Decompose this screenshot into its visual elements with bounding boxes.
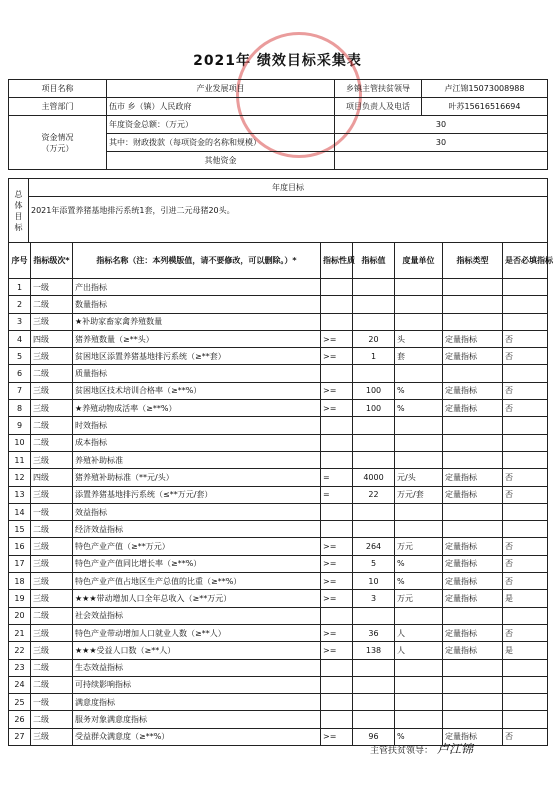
table-row [9,659,548,676]
cell-level: 二级 [31,521,73,538]
cell-name: 特色产业产值同比增长率（≥**%） [73,555,321,572]
cell-unit: % [395,728,443,745]
cell-unit: 套 [395,348,443,365]
cell-req: 否 [503,486,548,503]
cell-n: 3 [9,313,31,330]
cell-unit [395,417,443,434]
cell-type: 定量指标 [443,728,503,745]
cell-type [443,503,503,520]
cell-type: 定量指标 [443,555,503,572]
table-row [9,503,548,520]
cell-type: 定量指标 [443,469,503,486]
cell-n: 5 [9,348,31,365]
cell-req: 是 [503,590,548,607]
cell-name: 贫困地区添置养猪基地排污系统（≥**套） [73,348,321,365]
cell-value [353,434,395,451]
finance-value: 30 [335,134,548,152]
cell-nature: = [321,469,353,486]
cell-n: 20 [9,607,31,624]
cell-value: 3 [353,590,395,607]
cell-unit: 万元/套 [395,486,443,503]
cell-unit: 头 [395,330,443,347]
dept-label: 主管部门 [9,98,107,116]
cell-level: 二级 [31,676,73,693]
cell-unit [395,434,443,451]
cell-value: 5 [353,555,395,572]
cell-level: 一级 [31,694,73,711]
cell-req [503,451,548,468]
table-row [9,694,548,711]
cell-value: 138 [353,642,395,659]
cell-req [503,676,548,693]
cell-value [353,296,395,313]
cell-type: 定量指标 [443,348,503,365]
header-unit: 度量单位 [395,243,443,279]
cell-type: 定量指标 [443,642,503,659]
cell-req: 否 [503,573,548,590]
cell-type [443,607,503,624]
cell-req [503,503,548,520]
cell-name: 猪养殖补助标准（**元/头） [73,469,321,486]
cell-type: 定量指标 [443,330,503,347]
cell-type [443,313,503,330]
town-leader-label: 乡镇主管扶贫领导 [335,80,422,98]
table-row [9,538,548,555]
cell-nature [321,503,353,520]
cell-req [503,279,548,296]
cell-req: 否 [503,382,548,399]
cell-n: 25 [9,694,31,711]
cell-type: 定量指标 [443,382,503,399]
cell-level: 二级 [31,365,73,382]
cell-level: 三级 [31,382,73,399]
cell-unit [395,296,443,313]
town-leader-value: 卢江锦15073008988 [422,80,548,98]
table-row [9,469,548,486]
cell-unit: % [395,400,443,417]
cell-nature: >= [321,573,353,590]
cell-n: 17 [9,555,31,572]
cell-name: 社会效益指标 [73,607,321,624]
cell-unit [395,503,443,520]
cell-name: ★★★受益人口数（≥**人） [73,642,321,659]
cell-nature [321,676,353,693]
cell-value [353,607,395,624]
cell-type [443,279,503,296]
cell-req: 否 [503,538,548,555]
table-row [9,555,548,572]
cell-value: 4000 [353,469,395,486]
table-row [9,451,548,468]
cell-req: 否 [503,400,548,417]
cell-level: 三级 [31,348,73,365]
cell-type [443,711,503,728]
cell-name: 效益指标 [73,503,321,520]
table-row [9,590,548,607]
cell-name: ★★★带动增加人口全年总收入（≥**万元） [73,590,321,607]
cell-req [503,296,548,313]
other-value [335,152,548,170]
fund-label: 资金情况 （万元） [9,116,107,170]
cell-nature [321,313,353,330]
cell-name: 可持续影响指标 [73,676,321,693]
cell-level: 二级 [31,417,73,434]
cell-value [353,279,395,296]
goal-table [8,178,548,243]
cell-nature: >= [321,624,353,641]
cell-nature [321,451,353,468]
table-row [9,607,548,624]
cell-nature [321,521,353,538]
table-row [9,417,548,434]
cell-n: 7 [9,382,31,399]
cell-req: 否 [503,728,548,745]
cell-name: 猪养殖数量（≥**头） [73,330,321,347]
cell-value: 1 [353,348,395,365]
table-row [9,521,548,538]
cell-n: 9 [9,417,31,434]
cell-unit [395,711,443,728]
cell-value [353,313,395,330]
cell-name: 受益群众满意度（≥**%） [73,728,321,745]
cell-n: 21 [9,624,31,641]
cell-n: 27 [9,728,31,745]
cell-nature: >= [321,538,353,555]
cell-n: 18 [9,573,31,590]
cell-value: 36 [353,624,395,641]
cell-req [503,659,548,676]
header-type: 指标类型 [443,243,503,279]
cell-name: 质量指标 [73,365,321,382]
table-row [9,296,548,313]
cell-n: 15 [9,521,31,538]
cell-name: 特色产业产值（≥**万元） [73,538,321,555]
other-label: 其他资金 [107,152,335,170]
cell-type [443,417,503,434]
cell-n: 23 [9,659,31,676]
resp-label: 项目负责人及电话 [335,98,422,116]
cell-unit: 人 [395,642,443,659]
cell-level: 三级 [31,555,73,572]
cell-value [353,711,395,728]
cell-req [503,417,548,434]
annual-label: 年度资金总额：（万元） [107,116,335,134]
project-info-table [8,79,548,170]
year-goal-text: 2021年添置养猪基地排污系统1套，引进二元母猪20头。 [29,197,548,243]
cell-level: 二级 [31,659,73,676]
cell-nature: >= [321,728,353,745]
cell-level: 三级 [31,538,73,555]
cell-name: 时效指标 [73,417,321,434]
cell-nature: >= [321,348,353,365]
table-row [9,711,548,728]
cell-type: 定量指标 [443,590,503,607]
cell-unit: 万元 [395,590,443,607]
cell-value: 264 [353,538,395,555]
cell-value [353,503,395,520]
cell-unit [395,694,443,711]
cell-nature [321,365,353,382]
cell-level: 一级 [31,503,73,520]
signature-label: 主管扶贫领导： [370,746,434,756]
cell-nature: >= [321,382,353,399]
table-row [9,279,548,296]
cell-req [503,365,548,382]
cell-nature: >= [321,330,353,347]
cell-unit [395,659,443,676]
cell-type: 定量指标 [443,538,503,555]
signature-block [370,740,473,757]
cell-value: 20 [353,330,395,347]
table-row [9,313,548,330]
project-name-label: 项目名称 [9,80,107,98]
cell-name: 生态效益指标 [73,659,321,676]
cell-type [443,676,503,693]
cell-value: 100 [353,400,395,417]
cell-type [443,296,503,313]
cell-unit: % [395,555,443,572]
table-row [9,624,548,641]
cell-type [443,659,503,676]
cell-req: 否 [503,330,548,347]
cell-name: 贫困地区技术培训合格率（≥**%） [73,382,321,399]
cell-type [443,694,503,711]
table-row [9,365,548,382]
cell-req [503,607,548,624]
cell-req [503,521,548,538]
page-title: 2021年 绩效目标采集表 [193,53,362,69]
cell-nature [321,417,353,434]
table-row [9,573,548,590]
resp-value: 叶苏15616516694 [422,98,548,116]
cell-name: 成本指标 [73,434,321,451]
cell-unit: % [395,573,443,590]
annual-value: 30 [335,116,548,134]
cell-value [353,694,395,711]
cell-name: 服务对象满意度指标 [73,711,321,728]
cell-value: 22 [353,486,395,503]
cell-name: 产出指标 [73,279,321,296]
handwritten-signature: 卢江锦 [437,742,474,756]
table-row [9,486,548,503]
cell-unit [395,279,443,296]
header-nature: 指标性质 [321,243,353,279]
cell-unit [395,676,443,693]
cell-nature [321,434,353,451]
table-row [9,400,548,417]
cell-n: 8 [9,400,31,417]
cell-unit [395,521,443,538]
header-name: 指标名称（注：本列模版值，请不要修改，可以删除。）* [73,243,321,279]
cell-n: 24 [9,676,31,693]
cell-n: 19 [9,590,31,607]
cell-value: 10 [353,573,395,590]
dept-value: 伍市 乡（镇）人民政府 [107,98,335,116]
cell-n: 6 [9,365,31,382]
cell-name: 满意度指标 [73,694,321,711]
cell-n: 4 [9,330,31,347]
cell-n: 22 [9,642,31,659]
cell-name: 特色产业带动增加人口就业人数（≥**人） [73,624,321,641]
cell-level: 二级 [31,607,73,624]
cell-req: 否 [503,555,548,572]
finance-label: 其中：财政拨款（每项资金的名称和规模） [107,134,335,152]
cell-n: 11 [9,451,31,468]
cell-n: 12 [9,469,31,486]
cell-n: 16 [9,538,31,555]
cell-unit: 万元 [395,538,443,555]
header-required: 是否必填指标 [503,243,548,279]
cell-nature [321,607,353,624]
cell-level: 一级 [31,279,73,296]
cell-value [353,365,395,382]
cell-nature [321,694,353,711]
cell-level: 三级 [31,313,73,330]
table-row [9,642,548,659]
cell-type [443,451,503,468]
cell-level: 三级 [31,451,73,468]
cell-name: ★补助家畜家禽养殖数量 [73,313,321,330]
table-row [9,382,548,399]
cell-value: 100 [353,382,395,399]
cell-unit [395,607,443,624]
cell-level: 三级 [31,642,73,659]
cell-level: 三级 [31,400,73,417]
cell-level: 三级 [31,624,73,641]
cell-level: 三级 [31,486,73,503]
cell-nature: = [321,486,353,503]
cell-name: 添置养猪基地排污系统（≤**万元/套） [73,486,321,503]
cell-req [503,313,548,330]
cell-level: 二级 [31,711,73,728]
cell-name: 数量指标 [73,296,321,313]
cell-req: 否 [503,348,548,365]
cell-type [443,434,503,451]
cell-level: 二级 [31,296,73,313]
cell-type: 定量指标 [443,400,503,417]
cell-nature: >= [321,642,353,659]
cell-unit [395,451,443,468]
table-row [9,348,548,365]
cell-n: 14 [9,503,31,520]
cell-req [503,694,548,711]
cell-level: 四级 [31,330,73,347]
cell-name: 养殖补助标准 [73,451,321,468]
cell-nature [321,711,353,728]
cell-unit: 人 [395,624,443,641]
cell-name: 特色产业产值占地区生产总值的比重（≥**%） [73,573,321,590]
cell-type: 定量指标 [443,624,503,641]
cell-nature: >= [321,590,353,607]
cell-nature [321,659,353,676]
cell-nature: >= [321,400,353,417]
cell-req [503,711,548,728]
table-row [9,676,548,693]
header-value: 指标值 [353,243,395,279]
cell-name: 经济效益指标 [73,521,321,538]
cell-value [353,521,395,538]
cell-value [353,451,395,468]
cell-level: 二级 [31,434,73,451]
cell-type [443,365,503,382]
table-row [9,434,548,451]
cell-level: 三级 [31,573,73,590]
cell-value: 96 [353,728,395,745]
project-name-value: 产业发展项目 [107,80,335,98]
cell-name: ★养殖动物成活率（≥**%） [73,400,321,417]
cell-unit: 元/头 [395,469,443,486]
cell-req: 否 [503,624,548,641]
cell-n: 13 [9,486,31,503]
header-level: 指标级次* [31,243,73,279]
cell-nature [321,296,353,313]
cell-nature: >= [321,555,353,572]
cell-n: 1 [9,279,31,296]
table-row [9,330,548,347]
cell-req: 否 [503,469,548,486]
cell-type: 定量指标 [443,573,503,590]
cell-unit [395,313,443,330]
cell-type [443,521,503,538]
cell-n: 10 [9,434,31,451]
cell-level: 四级 [31,469,73,486]
cell-level: 三级 [31,728,73,745]
cell-level: 三级 [31,590,73,607]
cell-n: 2 [9,296,31,313]
cell-req [503,434,548,451]
cell-value [353,659,395,676]
cell-req: 是 [503,642,548,659]
cell-unit: % [395,382,443,399]
header-seq: 序号 [9,243,31,279]
cell-unit [395,365,443,382]
indicator-table [8,242,553,746]
cell-type: 定量指标 [443,486,503,503]
year-goal-label: 年度目标 [29,179,548,197]
cell-n: 26 [9,711,31,728]
cell-value [353,417,395,434]
overall-goal-label: 总体目标 [9,179,29,243]
cell-value [353,676,395,693]
cell-nature [321,279,353,296]
